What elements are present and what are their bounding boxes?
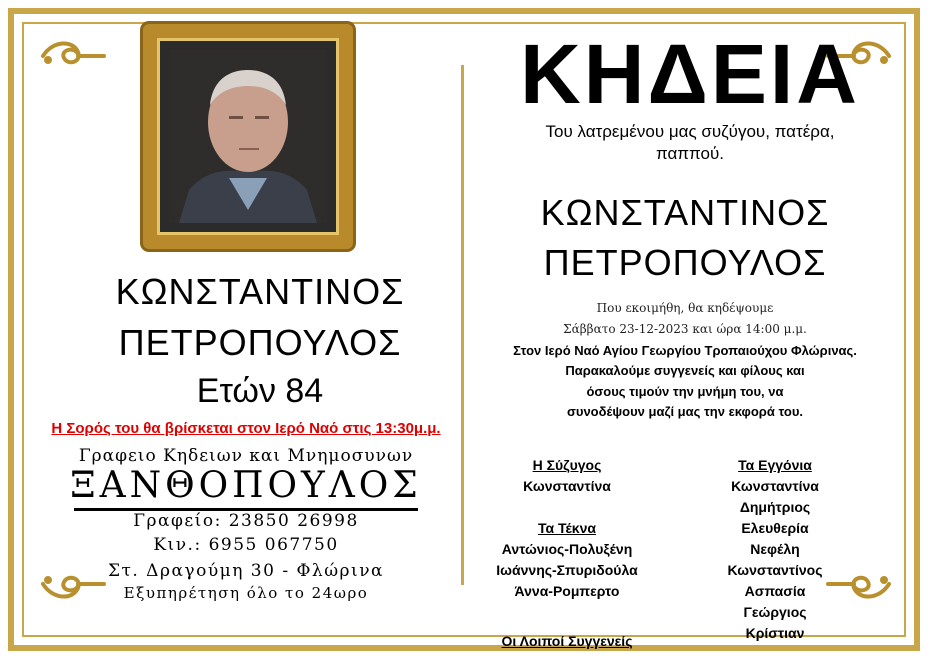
grandchildren-block <box>690 455 860 644</box>
funeral-heading: ΚΗΔΕΙΑ <box>520 27 860 121</box>
age-text: Ετών 84 <box>196 372 324 410</box>
office-phone: Γραφείο: 23850 26998 <box>133 511 359 531</box>
grandchild-entry: Ελευθερία <box>741 520 809 536</box>
grandchild-entry: Κωνσταντίνα <box>731 478 819 494</box>
office-mobile: Κιν.: 6955 067750 <box>153 535 339 555</box>
child-entry: Αντώνιος-Πολυξένη <box>501 541 633 557</box>
funeral-office-name: ΞΑΝΘΟΠΟΥΛΟΣ <box>70 465 422 506</box>
grandchildren-heading: Τα Εγγόνια <box>738 457 812 473</box>
right-name-last: ΠΕΤΡΟΠΟΥΛΟΣ <box>543 242 827 283</box>
left-name-last: ΠΕΤΡΟΠΟΥΛΟΣ <box>118 322 402 363</box>
intro-line-2: παππού. <box>655 144 724 163</box>
church-line: Στον Ιερό Ναό Αγίου Γεωργίου Τροπαιούχου Φλώρινας. <box>513 343 857 358</box>
detail-line-2: Σάββατο 23-12-2023 και ώρα 14:00 μ.μ. <box>563 322 807 336</box>
funeral-office-title: Γραφειο Κηδειων και Μνημοσυνων <box>78 446 414 466</box>
right-name-first: ΚΩΝΣΤΑΝΤΙΝΟΣ <box>540 192 830 233</box>
intro-text <box>490 121 890 165</box>
relatives-block <box>467 631 667 652</box>
ornament-top-left-icon <box>38 38 108 74</box>
viewing-notice: Η Σορός του θα βρίσκεται στον Ιερό Ναό στις 13:30μ.μ. <box>51 420 441 437</box>
grandchild-entry: Ασπασία <box>744 583 806 599</box>
child-entry: Άννα-Ρομπερτο <box>514 583 620 599</box>
children-block <box>467 518 667 602</box>
spouse-name: Κωνσταντίνα <box>523 478 611 494</box>
spouse-heading: Η Σύζυγος <box>532 457 602 473</box>
children-heading: Τα Τέκνα <box>537 520 597 536</box>
office-address: Στ. Δραγούμη 30 - Φλώρινα <box>107 561 385 581</box>
detail-line-1: Που εκοιμήθη, θα κηδέψουμε <box>596 301 774 315</box>
left-name-first: ΚΩΝΣΤΑΝΤΙΝΟΣ <box>115 271 405 312</box>
portrait-photo <box>169 50 327 223</box>
portrait-silhouette-icon <box>169 50 327 223</box>
child-entry: Ιωάννης-Σπυριδούλα <box>496 562 638 578</box>
spouse-block <box>467 455 667 497</box>
office-hours: Εξυπηρέτηση όλο το 24ωρο <box>123 584 369 602</box>
intro-line-1: Του λατρεμένου μας συζύγου, πατέρα, <box>545 122 835 141</box>
grandchild-entry: Δημήτριος <box>739 499 811 515</box>
invite-line-3: συνοδέψουν μαζί μας την εκφορά του. <box>566 404 803 419</box>
grandchild-entry: Κωνσταντίνος <box>727 562 823 578</box>
invite-line-2: όσους τιμούν την μνήμη του, να <box>586 384 784 399</box>
portrait-frame <box>143 24 353 249</box>
grandchild-entry: Κρίστιαν <box>745 625 805 641</box>
grandchild-entry: Νεφέλη <box>750 541 800 557</box>
invite-line-1: Παρακαλούμε συγγενείς και φίλους και <box>565 363 805 378</box>
relatives-heading: Οι Λοιποί Συγγενείς <box>501 633 633 649</box>
grandchild-entry: Γεώργιος <box>743 604 807 620</box>
